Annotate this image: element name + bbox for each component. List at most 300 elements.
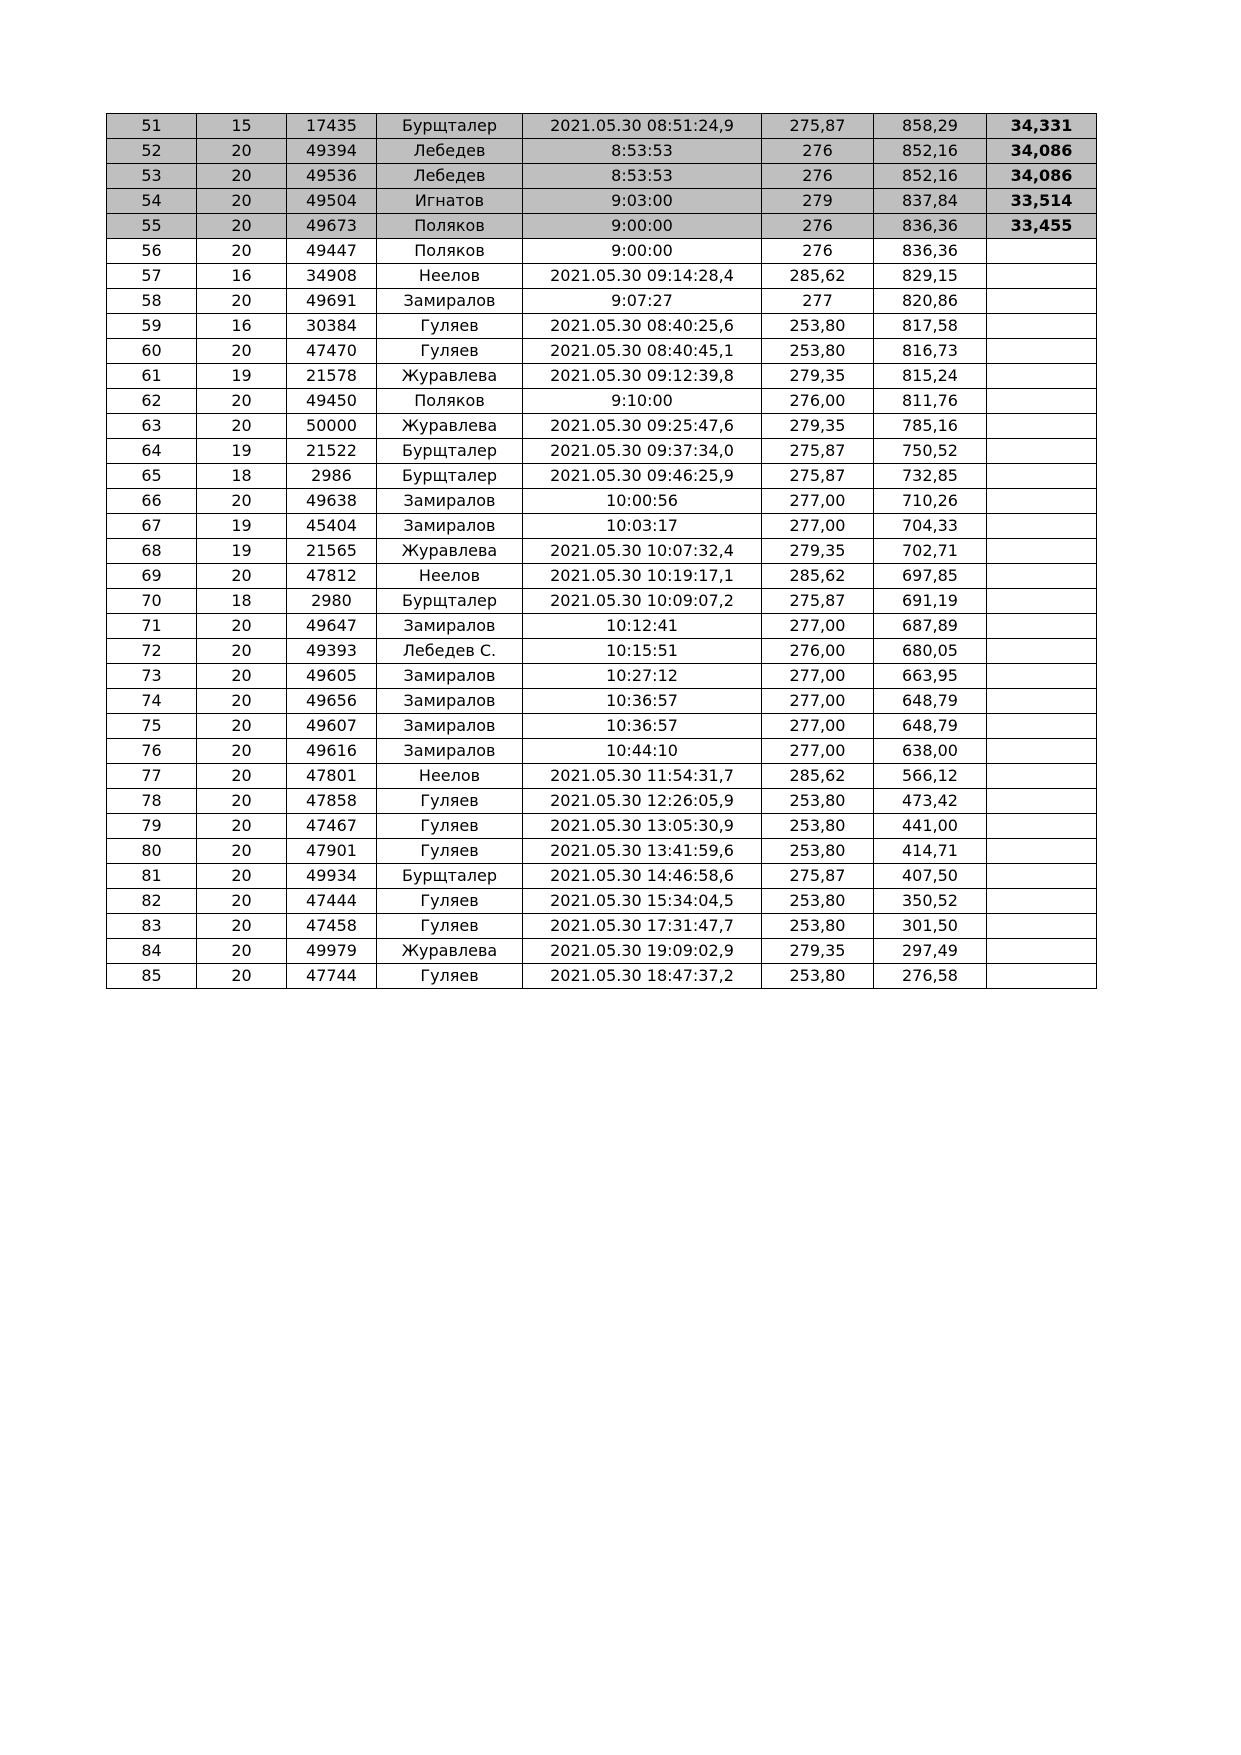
place-cell: 75 [107, 714, 197, 739]
table-row [107, 364, 1097, 389]
owner-cell: Замиралов [377, 514, 523, 539]
distance-cell: 275,87 [762, 114, 874, 139]
arrival-time-cell: 10:00:56 [523, 489, 762, 514]
owner-cell: Замиралов [377, 739, 523, 764]
ring-number-cell: 47744 [287, 964, 377, 989]
arrival-time-cell: 2021.05.30 09:37:34,0 [523, 439, 762, 464]
ring-number-cell: 49504 [287, 189, 377, 214]
owner-cell: Замиралов [377, 489, 523, 514]
speed-cell: 407,50 [874, 864, 987, 889]
coefficient-cell [987, 439, 1097, 464]
distance-cell: 276 [762, 214, 874, 239]
place-cell: 54 [107, 189, 197, 214]
place-cell: 69 [107, 564, 197, 589]
owner-cell: Замиралов [377, 714, 523, 739]
owner-cell: Замиралов [377, 664, 523, 689]
speed-cell: 414,71 [874, 839, 987, 864]
table-row [107, 414, 1097, 439]
age-cell: 19 [197, 514, 287, 539]
speed-cell: 815,24 [874, 364, 987, 389]
ring-number-cell: 49393 [287, 639, 377, 664]
ring-number-cell: 34908 [287, 264, 377, 289]
owner-cell: Замиралов [377, 689, 523, 714]
owner-cell: Гуляев [377, 889, 523, 914]
table-row [107, 489, 1097, 514]
distance-cell: 277,00 [762, 689, 874, 714]
age-cell: 20 [197, 739, 287, 764]
speed-cell: 691,19 [874, 589, 987, 614]
ring-number-cell: 49934 [287, 864, 377, 889]
owner-cell: Гуляев [377, 789, 523, 814]
table-row [107, 914, 1097, 939]
distance-cell: 285,62 [762, 264, 874, 289]
place-cell: 81 [107, 864, 197, 889]
place-cell: 57 [107, 264, 197, 289]
arrival-time-cell: 2021.05.30 10:09:07,2 [523, 589, 762, 614]
coefficient-cell [987, 789, 1097, 814]
place-cell: 66 [107, 489, 197, 514]
table-row [107, 939, 1097, 964]
results-body [107, 114, 1097, 989]
speed-cell: 663,95 [874, 664, 987, 689]
age-cell: 20 [197, 764, 287, 789]
age-cell: 20 [197, 139, 287, 164]
age-cell: 20 [197, 339, 287, 364]
arrival-time-cell: 9:10:00 [523, 389, 762, 414]
table-row [107, 689, 1097, 714]
coefficient-cell [987, 589, 1097, 614]
table-row [107, 639, 1097, 664]
age-cell: 16 [197, 314, 287, 339]
age-cell: 20 [197, 864, 287, 889]
speed-cell: 473,42 [874, 789, 987, 814]
ring-number-cell: 49691 [287, 289, 377, 314]
owner-cell: Неелов [377, 764, 523, 789]
speed-cell: 836,36 [874, 239, 987, 264]
place-cell: 73 [107, 664, 197, 689]
place-cell: 55 [107, 214, 197, 239]
age-cell: 20 [197, 239, 287, 264]
ring-number-cell: 47467 [287, 814, 377, 839]
age-cell: 20 [197, 489, 287, 514]
place-cell: 52 [107, 139, 197, 164]
coefficient-cell [987, 339, 1097, 364]
arrival-time-cell: 2021.05.30 13:05:30,9 [523, 814, 762, 839]
coefficient-cell [987, 489, 1097, 514]
coefficient-cell [987, 814, 1097, 839]
arrival-time-cell: 2021.05.30 09:25:47,6 [523, 414, 762, 439]
table-row [107, 789, 1097, 814]
arrival-time-cell: 2021.05.30 08:40:25,6 [523, 314, 762, 339]
distance-cell: 277,00 [762, 514, 874, 539]
place-cell: 51 [107, 114, 197, 139]
arrival-time-cell: 2021.05.30 08:40:45,1 [523, 339, 762, 364]
owner-cell: Гуляев [377, 964, 523, 989]
owner-cell: Неелов [377, 264, 523, 289]
ring-number-cell: 49656 [287, 689, 377, 714]
age-cell: 20 [197, 814, 287, 839]
coefficient-cell: 34,086 [987, 139, 1097, 164]
arrival-time-cell: 2021.05.30 13:41:59,6 [523, 839, 762, 864]
ring-number-cell: 21578 [287, 364, 377, 389]
place-cell: 67 [107, 514, 197, 539]
coefficient-cell [987, 464, 1097, 489]
distance-cell: 276 [762, 239, 874, 264]
ring-number-cell: 47858 [287, 789, 377, 814]
distance-cell: 279,35 [762, 414, 874, 439]
table-row [107, 189, 1097, 214]
owner-cell: Журавлева [377, 364, 523, 389]
speed-cell: 648,79 [874, 714, 987, 739]
arrival-time-cell: 2021.05.30 18:47:37,2 [523, 964, 762, 989]
table-row [107, 389, 1097, 414]
speed-cell: 829,15 [874, 264, 987, 289]
age-cell: 20 [197, 289, 287, 314]
speed-cell: 858,29 [874, 114, 987, 139]
distance-cell: 275,87 [762, 439, 874, 464]
speed-cell: 680,05 [874, 639, 987, 664]
arrival-time-cell: 2021.05.30 09:12:39,8 [523, 364, 762, 389]
owner-cell: Игнатов [377, 189, 523, 214]
owner-cell: Замиралов [377, 289, 523, 314]
age-cell: 20 [197, 614, 287, 639]
table-row [107, 289, 1097, 314]
table-row [107, 839, 1097, 864]
place-cell: 53 [107, 164, 197, 189]
owner-cell: Лебедев [377, 139, 523, 164]
owner-cell: Бурщталер [377, 864, 523, 889]
table-row [107, 214, 1097, 239]
distance-cell: 253,80 [762, 339, 874, 364]
table-row [107, 439, 1097, 464]
owner-cell: Журавлева [377, 414, 523, 439]
table-row [107, 514, 1097, 539]
ring-number-cell: 21565 [287, 539, 377, 564]
place-cell: 68 [107, 539, 197, 564]
place-cell: 79 [107, 814, 197, 839]
distance-cell: 277 [762, 289, 874, 314]
owner-cell: Замиралов [377, 614, 523, 639]
owner-cell: Бурщталер [377, 439, 523, 464]
distance-cell: 285,62 [762, 564, 874, 589]
ring-number-cell: 50000 [287, 414, 377, 439]
distance-cell: 276,00 [762, 389, 874, 414]
distance-cell: 277,00 [762, 489, 874, 514]
distance-cell: 275,87 [762, 464, 874, 489]
speed-cell: 837,84 [874, 189, 987, 214]
age-cell: 20 [197, 389, 287, 414]
owner-cell: Лебедев С. [377, 639, 523, 664]
place-cell: 64 [107, 439, 197, 464]
arrival-time-cell: 10:44:10 [523, 739, 762, 764]
ring-number-cell: 47812 [287, 564, 377, 589]
coefficient-cell [987, 964, 1097, 989]
coefficient-cell [987, 889, 1097, 914]
age-cell: 18 [197, 589, 287, 614]
place-cell: 70 [107, 589, 197, 614]
owner-cell: Поляков [377, 389, 523, 414]
arrival-time-cell: 10:03:17 [523, 514, 762, 539]
owner-cell: Гуляев [377, 814, 523, 839]
arrival-time-cell: 9:00:00 [523, 239, 762, 264]
owner-cell: Бурщталер [377, 114, 523, 139]
distance-cell: 253,80 [762, 814, 874, 839]
arrival-time-cell: 2021.05.30 09:46:25,9 [523, 464, 762, 489]
distance-cell: 277,00 [762, 664, 874, 689]
age-cell: 20 [197, 839, 287, 864]
place-cell: 74 [107, 689, 197, 714]
age-cell: 20 [197, 564, 287, 589]
arrival-time-cell: 2021.05.30 14:46:58,6 [523, 864, 762, 889]
arrival-time-cell: 10:12:41 [523, 614, 762, 639]
coefficient-cell [987, 289, 1097, 314]
table-row [107, 589, 1097, 614]
table-row [107, 739, 1097, 764]
age-cell: 20 [197, 214, 287, 239]
distance-cell: 276 [762, 139, 874, 164]
ring-number-cell: 49607 [287, 714, 377, 739]
coefficient-cell [987, 314, 1097, 339]
speed-cell: 852,16 [874, 164, 987, 189]
coefficient-cell [987, 764, 1097, 789]
speed-cell: 697,85 [874, 564, 987, 589]
owner-cell: Бурщталер [377, 464, 523, 489]
age-cell: 20 [197, 664, 287, 689]
table-row [107, 164, 1097, 189]
owner-cell: Гуляев [377, 839, 523, 864]
table-row [107, 139, 1097, 164]
speed-cell: 702,71 [874, 539, 987, 564]
place-cell: 77 [107, 764, 197, 789]
table-row [107, 339, 1097, 364]
age-cell: 20 [197, 189, 287, 214]
ring-number-cell: 47458 [287, 914, 377, 939]
ring-number-cell: 49447 [287, 239, 377, 264]
place-cell: 61 [107, 364, 197, 389]
distance-cell: 277,00 [762, 714, 874, 739]
coefficient-cell [987, 864, 1097, 889]
arrival-time-cell: 9:00:00 [523, 214, 762, 239]
arrival-time-cell: 10:36:57 [523, 714, 762, 739]
owner-cell: Гуляев [377, 339, 523, 364]
coefficient-cell [987, 639, 1097, 664]
table-row [107, 614, 1097, 639]
distance-cell: 276,00 [762, 639, 874, 664]
coefficient-cell [987, 539, 1097, 564]
table-row [107, 964, 1097, 989]
table-row [107, 464, 1097, 489]
owner-cell: Поляков [377, 239, 523, 264]
coefficient-cell [987, 239, 1097, 264]
coefficient-cell: 34,086 [987, 164, 1097, 189]
ring-number-cell: 47801 [287, 764, 377, 789]
age-cell: 20 [197, 414, 287, 439]
distance-cell: 275,87 [762, 864, 874, 889]
place-cell: 65 [107, 464, 197, 489]
place-cell: 78 [107, 789, 197, 814]
ring-number-cell: 49450 [287, 389, 377, 414]
distance-cell: 279,35 [762, 939, 874, 964]
speed-cell: 817,58 [874, 314, 987, 339]
distance-cell: 277,00 [762, 739, 874, 764]
speed-cell: 566,12 [874, 764, 987, 789]
distance-cell: 285,62 [762, 764, 874, 789]
table-row [107, 889, 1097, 914]
age-cell: 20 [197, 914, 287, 939]
arrival-time-cell: 9:07:27 [523, 289, 762, 314]
place-cell: 83 [107, 914, 197, 939]
table-row [107, 714, 1097, 739]
coefficient-cell: 33,514 [987, 189, 1097, 214]
arrival-time-cell: 2021.05.30 19:09:02,9 [523, 939, 762, 964]
speed-cell: 816,73 [874, 339, 987, 364]
place-cell: 58 [107, 289, 197, 314]
table-row [107, 314, 1097, 339]
coefficient-cell [987, 614, 1097, 639]
coefficient-cell [987, 939, 1097, 964]
speed-cell: 710,26 [874, 489, 987, 514]
distance-cell: 253,80 [762, 889, 874, 914]
arrival-time-cell: 2021.05.30 10:07:32,4 [523, 539, 762, 564]
speed-cell: 648,79 [874, 689, 987, 714]
age-cell: 19 [197, 439, 287, 464]
age-cell: 20 [197, 714, 287, 739]
arrival-time-cell: 2021.05.30 15:34:04,5 [523, 889, 762, 914]
speed-cell: 276,58 [874, 964, 987, 989]
arrival-time-cell: 2021.05.30 17:31:47,7 [523, 914, 762, 939]
ring-number-cell: 47444 [287, 889, 377, 914]
speed-cell: 704,33 [874, 514, 987, 539]
distance-cell: 279,35 [762, 539, 874, 564]
speed-cell: 441,00 [874, 814, 987, 839]
ring-number-cell: 2980 [287, 589, 377, 614]
ring-number-cell: 45404 [287, 514, 377, 539]
coefficient-cell [987, 664, 1097, 689]
arrival-time-cell: 10:36:57 [523, 689, 762, 714]
speed-cell: 301,50 [874, 914, 987, 939]
ring-number-cell: 47901 [287, 839, 377, 864]
coefficient-cell: 34,331 [987, 114, 1097, 139]
age-cell: 16 [197, 264, 287, 289]
distance-cell: 253,80 [762, 914, 874, 939]
distance-cell: 279 [762, 189, 874, 214]
place-cell: 80 [107, 839, 197, 864]
distance-cell: 253,80 [762, 789, 874, 814]
age-cell: 20 [197, 964, 287, 989]
ring-number-cell: 30384 [287, 314, 377, 339]
ring-number-cell: 49394 [287, 139, 377, 164]
arrival-time-cell: 2021.05.30 10:19:17,1 [523, 564, 762, 589]
coefficient-cell [987, 914, 1097, 939]
owner-cell: Гуляев [377, 314, 523, 339]
coefficient-cell [987, 389, 1097, 414]
coefficient-cell: 33,455 [987, 214, 1097, 239]
speed-cell: 852,16 [874, 139, 987, 164]
age-cell: 18 [197, 464, 287, 489]
results-table [106, 113, 1097, 989]
age-cell: 20 [197, 939, 287, 964]
owner-cell: Журавлева [377, 939, 523, 964]
place-cell: 60 [107, 339, 197, 364]
ring-number-cell: 49979 [287, 939, 377, 964]
ring-number-cell: 49616 [287, 739, 377, 764]
speed-cell: 750,52 [874, 439, 987, 464]
speed-cell: 638,00 [874, 739, 987, 764]
place-cell: 62 [107, 389, 197, 414]
owner-cell: Гуляев [377, 914, 523, 939]
age-cell: 19 [197, 539, 287, 564]
owner-cell: Бурщталер [377, 589, 523, 614]
place-cell: 72 [107, 639, 197, 664]
distance-cell: 276 [762, 164, 874, 189]
arrival-time-cell: 2021.05.30 11:54:31,7 [523, 764, 762, 789]
distance-cell: 277,00 [762, 614, 874, 639]
table-row [107, 764, 1097, 789]
distance-cell: 253,80 [762, 964, 874, 989]
table-row [107, 114, 1097, 139]
owner-cell: Неелов [377, 564, 523, 589]
ring-number-cell: 17435 [287, 114, 377, 139]
table-row [107, 814, 1097, 839]
distance-cell: 253,80 [762, 839, 874, 864]
coefficient-cell [987, 414, 1097, 439]
age-cell: 20 [197, 164, 287, 189]
coefficient-cell [987, 364, 1097, 389]
speed-cell: 732,85 [874, 464, 987, 489]
coefficient-cell [987, 714, 1097, 739]
owner-cell: Лебедев [377, 164, 523, 189]
arrival-time-cell: 10:15:51 [523, 639, 762, 664]
coefficient-cell [987, 839, 1097, 864]
ring-number-cell: 2986 [287, 464, 377, 489]
speed-cell: 836,36 [874, 214, 987, 239]
arrival-time-cell: 2021.05.30 12:26:05,9 [523, 789, 762, 814]
place-cell: 82 [107, 889, 197, 914]
age-cell: 20 [197, 639, 287, 664]
distance-cell: 279,35 [762, 364, 874, 389]
table-row [107, 564, 1097, 589]
ring-number-cell: 49638 [287, 489, 377, 514]
age-cell: 19 [197, 364, 287, 389]
place-cell: 56 [107, 239, 197, 264]
age-cell: 15 [197, 114, 287, 139]
table-row [107, 264, 1097, 289]
arrival-time-cell: 10:27:12 [523, 664, 762, 689]
ring-number-cell: 21522 [287, 439, 377, 464]
distance-cell: 253,80 [762, 314, 874, 339]
speed-cell: 297,49 [874, 939, 987, 964]
place-cell: 71 [107, 614, 197, 639]
speed-cell: 785,16 [874, 414, 987, 439]
place-cell: 63 [107, 414, 197, 439]
coefficient-cell [987, 514, 1097, 539]
table-row [107, 539, 1097, 564]
ring-number-cell: 49536 [287, 164, 377, 189]
coefficient-cell [987, 264, 1097, 289]
coefficient-cell [987, 689, 1097, 714]
owner-cell: Журавлева [377, 539, 523, 564]
owner-cell: Поляков [377, 214, 523, 239]
coefficient-cell [987, 739, 1097, 764]
ring-number-cell: 47470 [287, 339, 377, 364]
arrival-time-cell: 9:03:00 [523, 189, 762, 214]
ring-number-cell: 49647 [287, 614, 377, 639]
speed-cell: 811,76 [874, 389, 987, 414]
place-cell: 59 [107, 314, 197, 339]
distance-cell: 275,87 [762, 589, 874, 614]
coefficient-cell [987, 564, 1097, 589]
table-row [107, 664, 1097, 689]
